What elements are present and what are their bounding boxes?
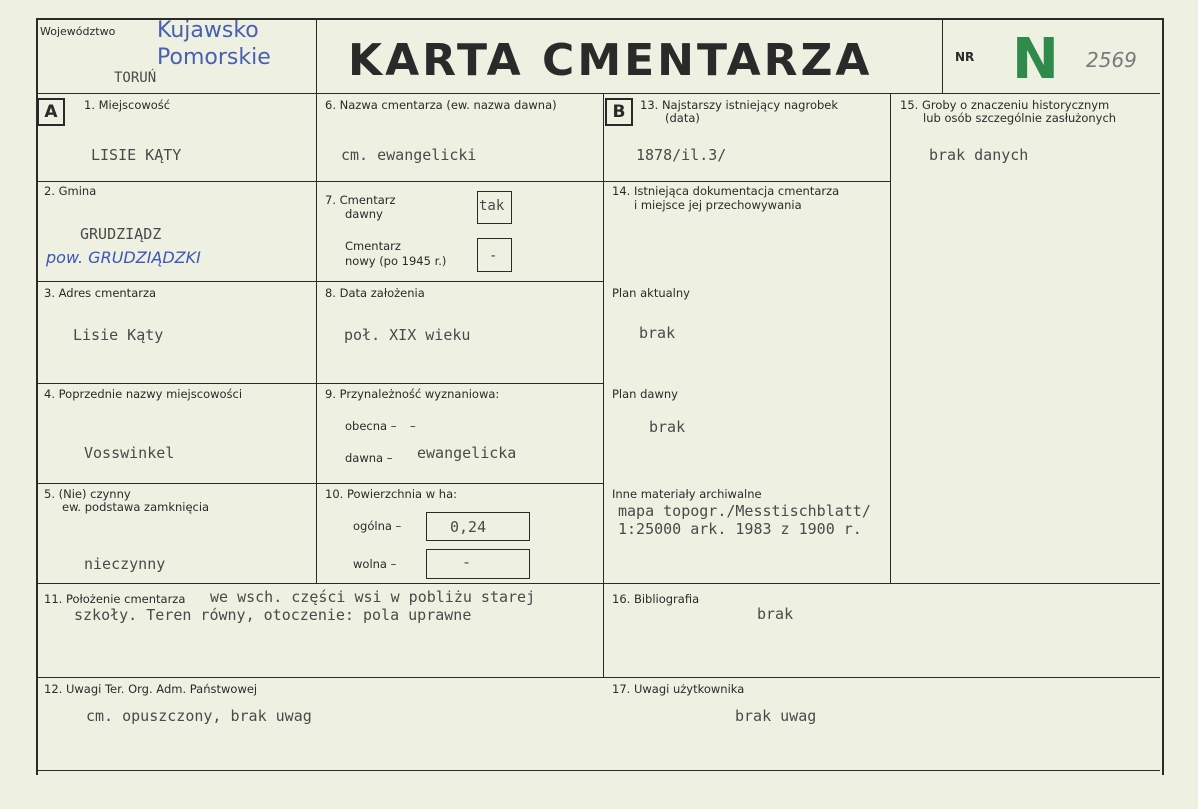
field-10-wolna-label: wolna – [353, 557, 397, 571]
plan-dawny-label: Plan dawny [612, 387, 678, 401]
field-10-ogolna-value: 0,24 [450, 518, 487, 536]
field-1-label: 1. Miejscowość [84, 98, 171, 112]
field-11-value-line1: we wsch. części wsi w pobliżu starej [210, 588, 536, 606]
field-16-value: brak [757, 605, 794, 623]
field-9-obecna-value: – [410, 419, 416, 433]
field-11-label: 11. Położenie cmentarza [44, 592, 186, 606]
header-divider-1 [316, 20, 317, 93]
wojewodztwo-stamp-line1: Kujawsko [157, 18, 259, 43]
col-divider-3 [890, 93, 891, 583]
plan-aktualny-value: brak [639, 324, 676, 342]
wojewodztwo-stamp-line3: TORUŃ [114, 70, 157, 86]
inne-materialy-value-line1: mapa topogr./Messtischblatt/ [618, 502, 871, 520]
row-line-5 [36, 583, 1160, 584]
field-9-dawna-value: ewangelicka [417, 444, 517, 462]
field-8-label: 8. Data założenia [325, 286, 425, 300]
field-9-label: 9. Przynależność wyznaniowa: [325, 387, 500, 401]
field-2-value: GRUDZIĄDZ [80, 225, 162, 243]
field-3-label: 3. Adres cmentarza [44, 286, 157, 300]
field-5-value: nieczynny [84, 555, 166, 573]
inne-materialy-label: Inne materiały archiwalne [612, 487, 762, 501]
field-5-label-line2: ew. podstawa zamknięcia [62, 500, 210, 514]
field-12-value: cm. opuszczony, brak uwag [86, 707, 312, 725]
row-line-4 [36, 483, 603, 484]
field-15-value: brak danych [929, 146, 1029, 164]
card-bottom-border [36, 770, 1160, 771]
field-9-obecna-label: obecna – [345, 419, 397, 433]
wojewodztwo-stamp-line2: Pomorskie [157, 45, 271, 70]
field-5-label-line1: 5. (Nie) czynny [44, 487, 131, 501]
field-9-dawna-label: dawna – [345, 451, 393, 465]
section-b-marker: B [605, 98, 633, 126]
field-10-ogolna-label: ogólna – [353, 519, 402, 533]
field-14-label-line1: 14. Istniejąca dokumentacja cmentarza [612, 184, 840, 198]
row-line-2 [36, 281, 603, 282]
section-a-marker: A [37, 98, 65, 126]
field-14-label-line2: i miejsce jej przechowywania [634, 198, 802, 212]
field-7-value2: - [489, 248, 498, 264]
inne-materialy-value-line2: 1:25000 ark. 1983 z 1900 r. [618, 520, 862, 538]
nr-handwritten: 2569 [1086, 48, 1137, 72]
field-7-label2-line1: Cmentarz [345, 239, 401, 253]
field-7-label1-line2: dawny [345, 207, 383, 221]
col-divider-1 [316, 93, 317, 583]
field-6-value: cm. ewangelicki [341, 146, 477, 164]
field-10-wolna-box [426, 549, 530, 579]
field-4-value: Vosswinkel [84, 444, 175, 462]
field-17-value: brak uwag [735, 707, 817, 725]
wojewodztwo-label: Województwo [40, 25, 116, 38]
field-10-label: 10. Powierzchnia w ha: [325, 487, 458, 501]
field-15-label-line2: lub osób szczególnie zasłużonych [923, 111, 1117, 125]
field-11-value-line2: szkoły. Teren równy, otoczenie: pola uprawne [74, 606, 472, 624]
field-15-label-line1: 15. Groby o znaczeniu historycznym [900, 98, 1110, 112]
nr-letter: N [1012, 27, 1059, 92]
field-7-value1: tak [479, 198, 505, 214]
header-bottom-line [36, 93, 1160, 94]
field-12-label: 12. Uwagi Ter. Org. Adm. Państwowej [44, 682, 258, 696]
field-6-label: 6. Nazwa cmentarza (ew. nazwa dawna) [325, 98, 557, 112]
field-10-wolna-value: - [462, 553, 472, 571]
plan-dawny-value: brak [649, 418, 686, 436]
field-17-label: 17. Uwagi użytkownika [612, 682, 745, 696]
field-1-value: LISIE KĄTY [91, 146, 182, 164]
nr-label: NR [955, 50, 975, 64]
field-7-label2-line2: nowy (po 1945 r.) [345, 254, 447, 268]
plan-aktualny-label: Plan aktualny [612, 286, 690, 300]
field-13-label-line2: (data) [665, 111, 700, 125]
header-divider-2 [942, 20, 943, 93]
field-4-label: 4. Poprzednie nazwy miejscowości [44, 387, 243, 401]
row-line-6 [36, 677, 1160, 678]
card-title: KARTA CMENTARZA [348, 35, 873, 86]
row-line-1 [36, 181, 890, 182]
field-16-label: 16. Bibliografia [612, 592, 700, 606]
field-2-label: 2. Gmina [44, 184, 97, 198]
row-line-3 [36, 383, 603, 384]
field-8-value: poł. XIX wieku [344, 326, 471, 344]
field-13-label-line1: 13. Najstarszy istniejący nagrobek [640, 98, 839, 112]
field-13-value: 1878/il.3/ [636, 146, 727, 164]
field-7-label1-line1: 7. Cmentarz [325, 193, 396, 207]
field-2-handwritten: pow. GRUDZIĄDZKI [46, 248, 201, 267]
field-3-value: Lisie Kąty [73, 326, 164, 344]
